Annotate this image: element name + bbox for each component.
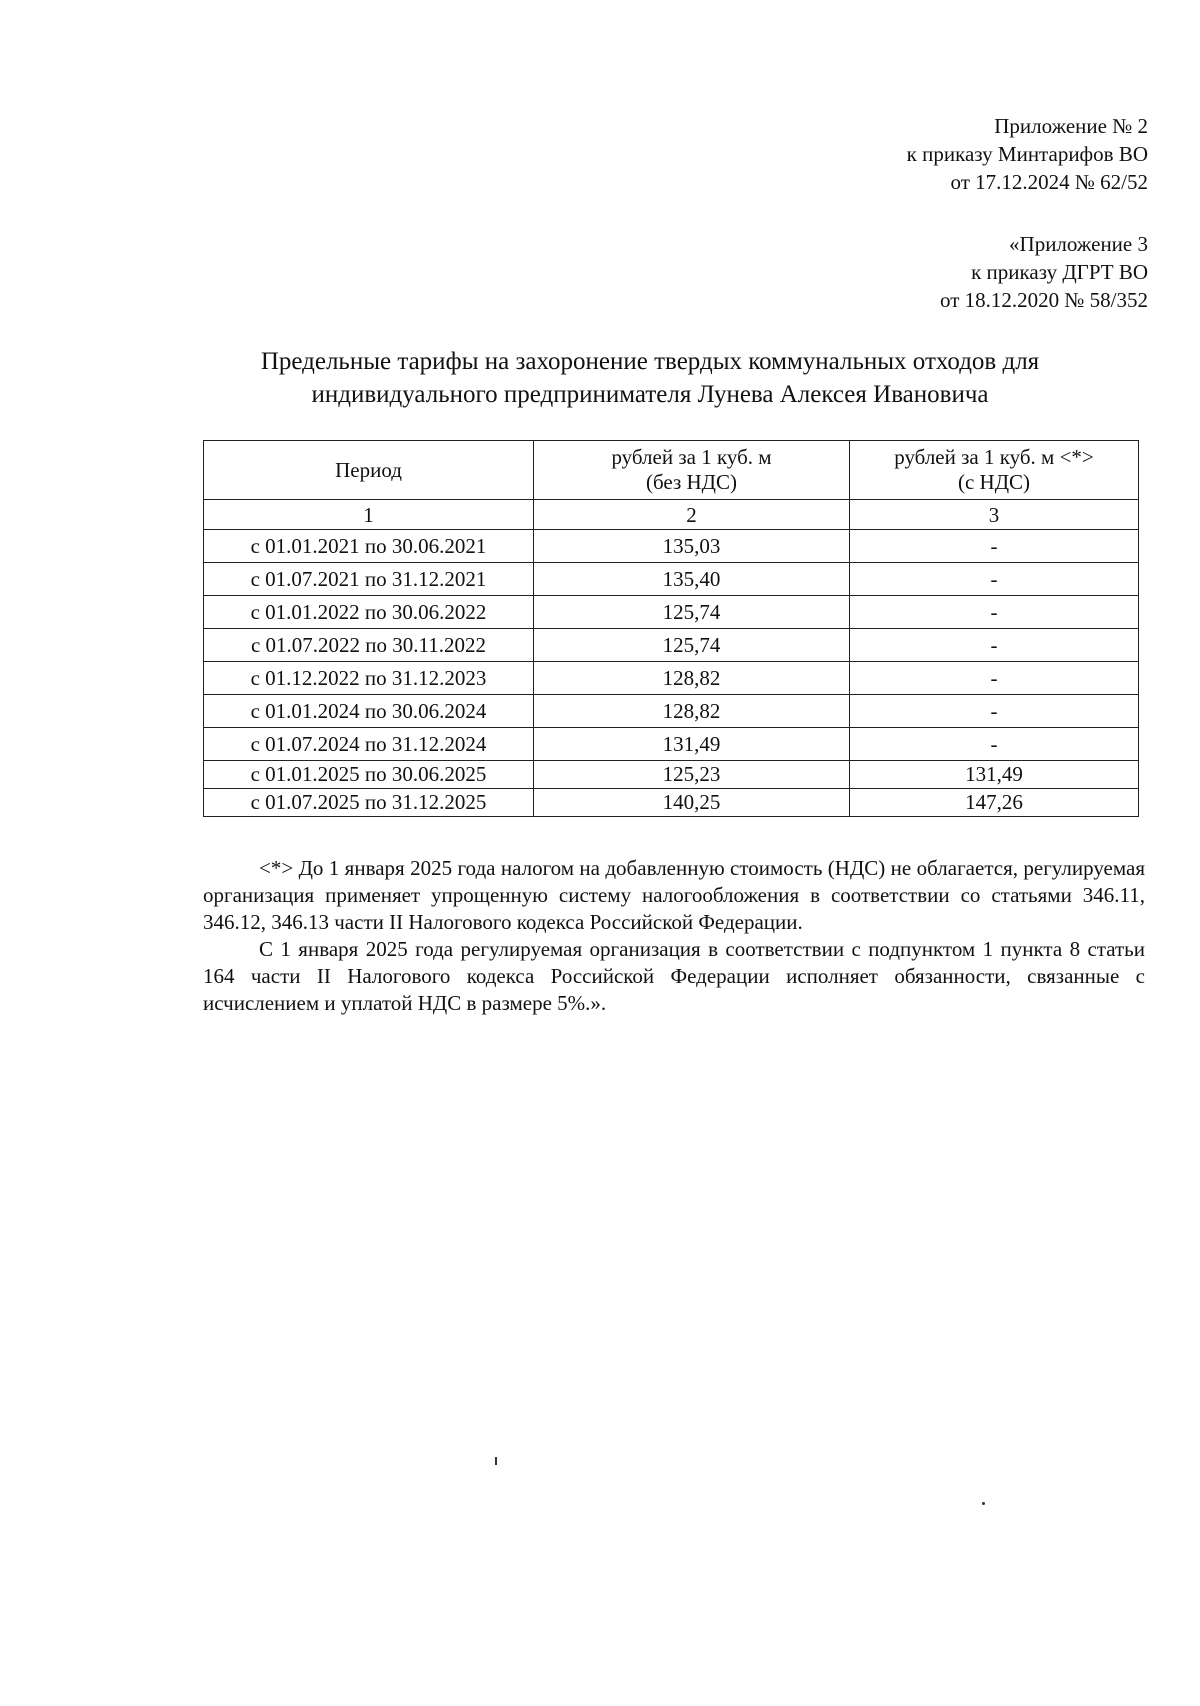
cell-no-vat: 128,82 [534, 662, 850, 695]
scan-speck [982, 1502, 985, 1505]
cell-with-vat: 131,49 [850, 761, 1139, 789]
title-line-1: Предельные тарифы на захоронение твердых коммунальных отходов для [260, 348, 1040, 375]
amended-appendix-order-date: от 18.12.2020 № 58/352 [939, 288, 1148, 312]
table-row [204, 695, 1139, 728]
column-number: 2 [534, 500, 850, 530]
table-row [204, 728, 1139, 761]
cell-with-vat: 147,26 [850, 789, 1139, 817]
cell-with-vat: - [850, 563, 1139, 596]
appendix-header [907, 112, 1148, 196]
scan-speck [495, 1457, 497, 1465]
cell-with-vat: - [850, 728, 1139, 761]
cell-no-vat: 135,40 [534, 563, 850, 596]
header-with-vat [850, 441, 1139, 500]
header-period: Период [204, 441, 534, 500]
column-number: 1 [204, 500, 534, 530]
cell-no-vat: 128,82 [534, 695, 850, 728]
cell-period: с 01.07.2022 по 30.11.2022 [204, 629, 534, 662]
cell-with-vat: - [850, 629, 1139, 662]
cell-no-vat: 140,25 [534, 789, 850, 817]
document-title [150, 345, 1150, 411]
cell-with-vat: - [850, 530, 1139, 563]
appendix-order-date: от 17.12.2024 № 62/52 [950, 170, 1148, 194]
table-row [204, 789, 1139, 817]
table-body [204, 530, 1139, 817]
footnote-paragraph: <*> До 1 января 2025 года налогом на добавленную стоимость (НДС) не облагается, регулируемая организация применяет упрощенную систему налогообложения в соответствии со статьями 346.11, 346.12, 346.13 части II Налогового кодекса Российской Федерации. [203, 856, 1145, 934]
header-with-vat-line2: (с НДС) [957, 470, 1031, 494]
amended-appendix-number: «Приложение 3 [1009, 232, 1148, 256]
amended-appendix-order-ref: к приказу ДГРТ ВО [971, 260, 1148, 284]
notes-section [203, 855, 1145, 1017]
cell-with-vat: - [850, 596, 1139, 629]
table-row [204, 530, 1139, 563]
table-row [204, 761, 1139, 789]
vat-clause-paragraph: С 1 января 2025 года регулируемая организация в соответствии с подпунктом 1 пункта 8 статьи 164 части II Налогового кодекса Российской Федерации исполняет обязанности, связанные с исчислением и уплатой НДС в размере 5%.». [203, 937, 1145, 1015]
cell-period: с 01.01.2022 по 30.06.2022 [204, 596, 534, 629]
cell-period: с 01.01.2024 по 30.06.2024 [204, 695, 534, 728]
column-numbers-row [204, 500, 1139, 530]
cell-period: с 01.01.2025 по 30.06.2025 [204, 761, 534, 789]
appendix-order-ref: к приказу Минтарифов ВО [906, 142, 1148, 166]
column-number: 3 [850, 500, 1139, 530]
table-header [204, 441, 1139, 530]
cell-with-vat: - [850, 662, 1139, 695]
table-row [204, 662, 1139, 695]
appendix-number: Приложение № 2 [994, 114, 1148, 138]
cell-with-vat: - [850, 695, 1139, 728]
header-row [204, 441, 1139, 500]
cell-period: с 01.07.2025 по 31.12.2025 [204, 789, 534, 817]
table-row [204, 629, 1139, 662]
cell-no-vat: 125,23 [534, 761, 850, 789]
cell-no-vat: 125,74 [534, 596, 850, 629]
tariff-table [203, 440, 1139, 817]
cell-period: с 01.07.2021 по 31.12.2021 [204, 563, 534, 596]
cell-no-vat: 125,74 [534, 629, 850, 662]
header-no-vat [534, 441, 850, 500]
header-no-vat-line1: рублей за 1 куб. м [611, 445, 772, 469]
cell-period: с 01.12.2022 по 31.12.2023 [204, 662, 534, 695]
header-no-vat-line2: (без НДС) [645, 470, 737, 494]
header-with-vat-line1: рублей за 1 куб. м <*> [894, 445, 1094, 469]
cell-no-vat: 131,49 [534, 728, 850, 761]
cell-period: с 01.01.2021 по 30.06.2021 [204, 530, 534, 563]
title-line-2: индивидуального предпринимателя Лунева Алексея Ивановича [311, 381, 989, 408]
table-row [204, 563, 1139, 596]
amended-appendix-header [940, 230, 1148, 314]
table-row [204, 596, 1139, 629]
cell-period: с 01.07.2024 по 31.12.2024 [204, 728, 534, 761]
cell-no-vat: 135,03 [534, 530, 850, 563]
